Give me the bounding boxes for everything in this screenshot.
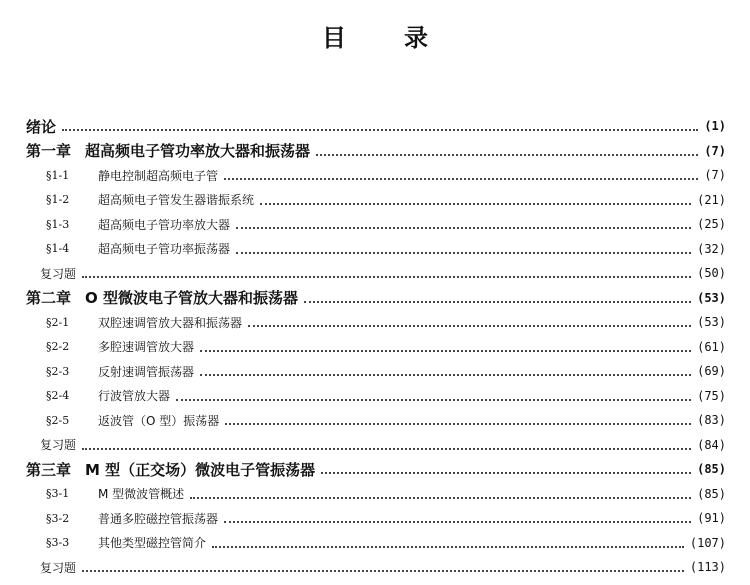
toc-entry-section[interactable] bbox=[0, 359, 750, 384]
entry-title: 超高频电子管功率放大器 bbox=[98, 217, 231, 232]
dot-leader bbox=[321, 472, 691, 474]
dot-leader bbox=[236, 252, 691, 254]
dot-leader bbox=[224, 521, 691, 523]
dot-leader bbox=[260, 203, 691, 205]
chapter-number: 第三章 bbox=[26, 460, 72, 479]
page-title: 目录 bbox=[322, 24, 486, 52]
dot-leader bbox=[62, 129, 698, 131]
page-number: (107) bbox=[689, 535, 726, 550]
dot-leader bbox=[200, 374, 691, 376]
chapter-number: 第二章 bbox=[26, 289, 72, 308]
entry-title: M 型（正交场）微波电子管振荡器 bbox=[85, 460, 316, 479]
entry-title: 复习题 bbox=[40, 266, 77, 281]
dot-leader bbox=[190, 497, 691, 499]
entry-title: 超高频电子管发生器谐振系统 bbox=[98, 193, 255, 208]
dot-leader bbox=[316, 154, 698, 156]
dot-leader bbox=[82, 570, 684, 572]
page-number: (85) bbox=[697, 462, 726, 477]
section-number: §2-5 bbox=[46, 413, 70, 427]
toc-entry-section[interactable] bbox=[0, 163, 750, 188]
page-number: (25) bbox=[697, 217, 726, 232]
toc-entry-review[interactable] bbox=[0, 433, 750, 458]
page-number: (85) bbox=[697, 486, 726, 501]
entry-title: 超高频电子管功率振荡器 bbox=[98, 242, 231, 257]
dot-leader bbox=[224, 178, 698, 180]
page-number: (83) bbox=[697, 413, 726, 428]
toc-entry-review[interactable] bbox=[0, 555, 750, 580]
toc-entry-chapter[interactable] bbox=[0, 286, 750, 311]
page-number: (7) bbox=[704, 168, 726, 183]
page-number: (84) bbox=[697, 437, 726, 452]
toc-entry-section[interactable] bbox=[0, 335, 750, 360]
page-number: (21) bbox=[697, 192, 726, 207]
toc-entry-section[interactable] bbox=[0, 408, 750, 433]
entry-title: 行波管放大器 bbox=[98, 389, 171, 404]
page-number: (91) bbox=[697, 511, 726, 526]
section-number: §2-1 bbox=[46, 315, 70, 329]
page-number: (53) bbox=[697, 290, 726, 305]
dot-leader bbox=[304, 301, 691, 303]
section-number: §1-3 bbox=[46, 217, 70, 231]
section-number: §3-1 bbox=[46, 487, 70, 501]
entry-title: 复习题 bbox=[40, 560, 77, 575]
toc-entry-chapter[interactable] bbox=[0, 139, 750, 164]
section-number: §1-4 bbox=[46, 242, 70, 256]
entry-title: 复习题 bbox=[40, 438, 77, 453]
toc-entry-review[interactable] bbox=[0, 261, 750, 286]
chapter-number: 第一章 bbox=[26, 142, 72, 161]
page-number: (75) bbox=[697, 388, 726, 403]
section-number: §2-4 bbox=[46, 389, 70, 403]
entry-title: O 型微波电子管放大器和振荡器 bbox=[85, 289, 298, 308]
dot-leader bbox=[225, 423, 691, 425]
entry-title: 静电控制超高频电子管 bbox=[98, 168, 219, 183]
entry-title: 超高频电子管功率放大器和振荡器 bbox=[85, 142, 311, 161]
page-number: (7) bbox=[704, 143, 726, 158]
dot-leader bbox=[200, 350, 691, 352]
toc-entry-section[interactable] bbox=[0, 310, 750, 335]
toc-entry-section[interactable] bbox=[0, 531, 750, 556]
toc-entry-section[interactable] bbox=[0, 212, 750, 237]
page-number: (113) bbox=[689, 560, 726, 575]
entry-title: 反射速调管振荡器 bbox=[98, 364, 195, 379]
dot-leader bbox=[82, 448, 691, 450]
entry-title: 绪论 bbox=[26, 117, 57, 136]
section-number: §1-2 bbox=[46, 193, 70, 207]
page-number: (50) bbox=[697, 266, 726, 281]
dot-leader bbox=[82, 276, 691, 278]
page-number: (53) bbox=[697, 315, 726, 330]
section-number: §1-1 bbox=[46, 168, 70, 182]
dot-leader bbox=[248, 325, 691, 327]
entry-title: 其他类型磁控管简介 bbox=[98, 536, 207, 551]
toc-entry-section[interactable] bbox=[0, 237, 750, 262]
section-number: §3-2 bbox=[46, 511, 70, 525]
toc-entry-section[interactable] bbox=[0, 384, 750, 409]
dot-leader bbox=[212, 546, 684, 548]
page-number: (1) bbox=[704, 119, 726, 134]
page-number: (69) bbox=[697, 364, 726, 379]
toc-entry-intro[interactable] bbox=[0, 114, 750, 139]
toc-entry-chapter[interactable] bbox=[0, 457, 750, 482]
entry-title: 多腔速调管放大器 bbox=[98, 340, 195, 355]
section-number: §2-3 bbox=[46, 364, 70, 378]
section-number: §3-3 bbox=[46, 536, 70, 550]
page-number: (61) bbox=[697, 339, 726, 354]
entry-title: 普通多腔磁控管振荡器 bbox=[98, 511, 219, 526]
entry-title: M 型微波管概述 bbox=[98, 487, 185, 502]
page-number: (32) bbox=[697, 241, 726, 256]
section-number: §2-2 bbox=[46, 340, 70, 354]
toc-entry-section[interactable] bbox=[0, 188, 750, 213]
dot-leader bbox=[236, 227, 691, 229]
entry-title: 双腔速调管放大器和振荡器 bbox=[98, 315, 243, 330]
toc-entry-section[interactable] bbox=[0, 506, 750, 531]
entry-title: 返波管（O 型）振荡器 bbox=[98, 413, 220, 428]
dot-leader bbox=[176, 399, 691, 401]
toc-entry-section[interactable] bbox=[0, 482, 750, 507]
table-of-contents bbox=[0, 114, 750, 580]
